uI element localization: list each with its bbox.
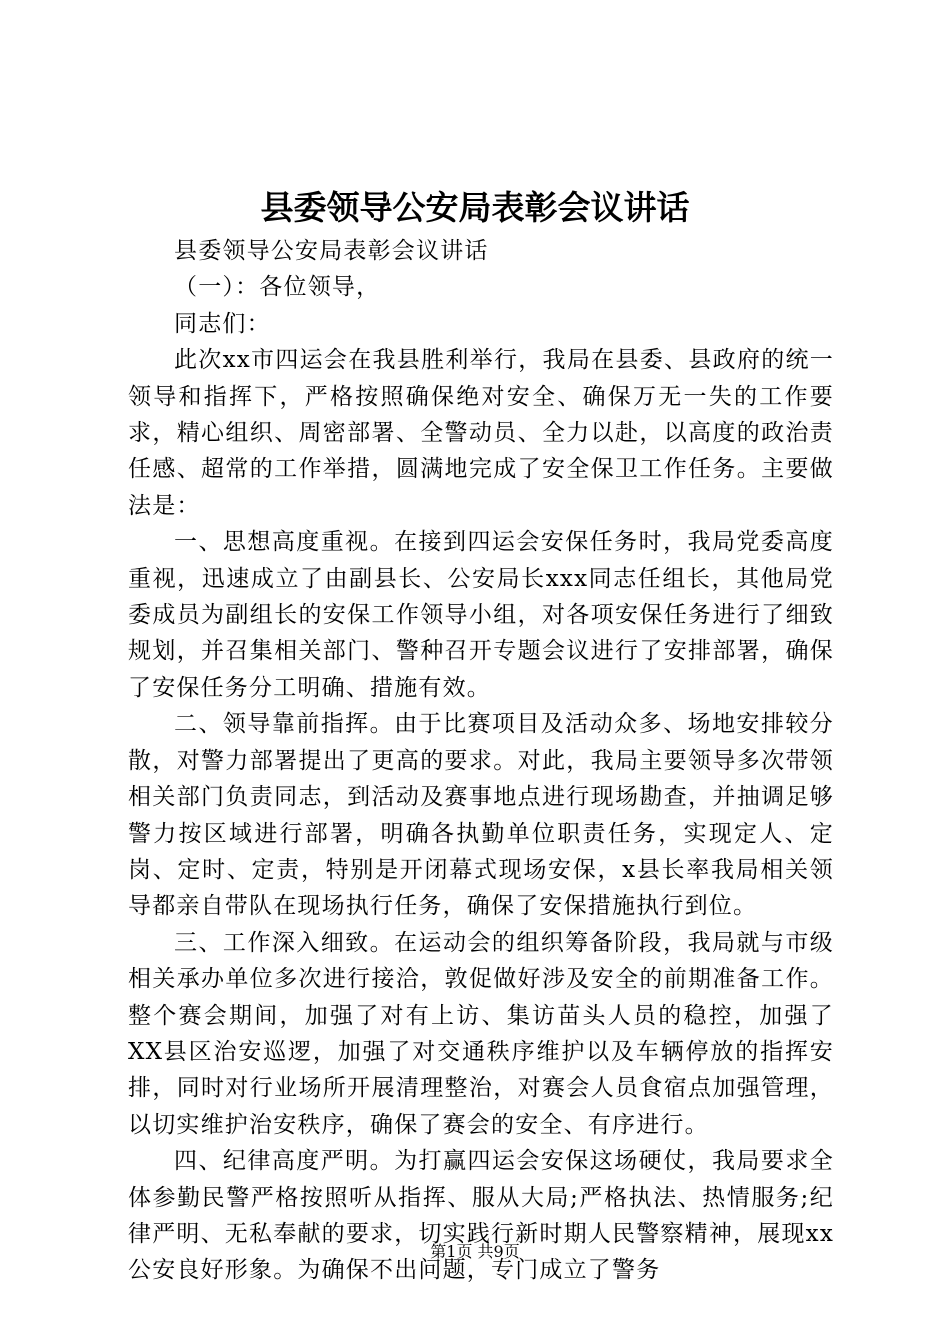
- page-number-footer: 第1页 共9页: [430, 1242, 520, 1261]
- paragraph-section-4: 四、纪律高度严明。为打赢四运会安保这场硬仗，我局要求全体参勤民警严格按照听从指挥、服从大局;严格执法、热情服务;纪律严明、无私奉献的要求，切实践行新时期人民警察精神，展现xx公安良好形象。为确保不出问题，专门成立了警务: [128, 1148, 834, 1284]
- document-body: [128, 233, 834, 1289]
- paragraph-section-2: 二、领导靠前指挥。由于比赛项目及活动众多、场地安排较分散，对警力部署提出了更高的要求。对此，我局主要领导多次带领相关部门负责同志，到活动及赛事地点进行现场勘查，并抽调足够警力按区域进行部署，明确各执勤单位职责任务，实现定人、定岗、定时、定责，特别是开闭幕式现场安保，x县长率我局相关领导都亲自带队在现场执行任务，确保了安保措施执行到位。: [128, 711, 834, 920]
- paragraph-section-1: 一、思想高度重视。在接到四运会安保任务时，我局党委高度重视，迅速成立了由副县长、公安局长xxx同志任组长，其他局党委成员为副组长的安保工作领导小组，对各项安保任务进行了细致规划，并召集相关部门、警种召开专题会议进行了安排部署，确保了安保任务分工明确、措施有效。: [128, 529, 834, 701]
- paragraph-salutation-comrades: 同志们：: [174, 310, 271, 337]
- paragraph-intro: 此次xx市四运会在我县胜利举行，我局在县委、县政府的统一领导和指挥下，严格按照确保绝对安全、确保万无一失的工作要求，精心组织、周密部署、全警动员、全力以赴，以高度的政治责任感、超常的工作举措，圆满地完成了安全保卫工作任务。主要做法是：: [128, 347, 834, 519]
- paragraph-subtitle: 县委领导公安局表彰会议讲话: [174, 238, 489, 264]
- paragraph-section-3: 三、工作深入细致。在运动会的组织筹备阶段，我局就与市级相关承办单位多次进行接洽，敦促做好涉及安全的前期准备工作。整个赛会期间，加强了对有上访、集访苗头人员的稳控，加强了XX县区治安巡逻，加强了对交通秩序维护以及车辆停放的指挥安排，同时对行业场所开展清理整治，对赛会人员食宿点加强管理，以切实维护治安秩序，确保了赛会的安全、有序进行。: [128, 929, 834, 1138]
- document-title: 县委领导公安局表彰会议讲话: [260, 188, 690, 227]
- paragraph-salutation-leaders: （一）：各位领导，: [174, 274, 381, 301]
